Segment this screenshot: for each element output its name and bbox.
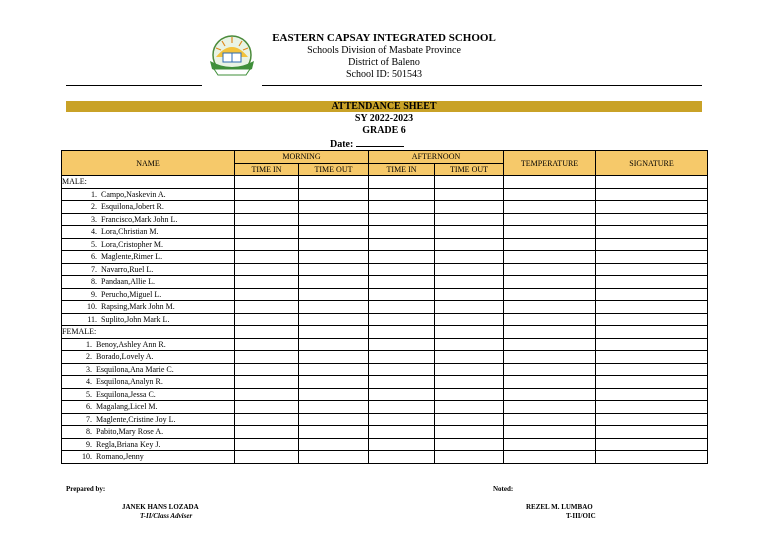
student-number: 7. [86, 414, 92, 424]
female-student-temperature-cell[interactable] [504, 413, 596, 426]
student-number: 10. [87, 302, 97, 312]
female-student-signature-cell[interactable] [596, 388, 708, 401]
col-name: NAME [62, 151, 235, 176]
student-number: 5. [91, 239, 97, 249]
student-number: 2. [91, 202, 97, 212]
male-student-afternoon-time-in-cell[interactable] [369, 226, 435, 239]
female-section-signature-cell[interactable] [596, 326, 708, 339]
student-name: Pandaan,Allie L. [101, 277, 155, 287]
male-section-temperature-cell[interactable] [504, 176, 596, 189]
female-student-morning-time-in-cell[interactable] [235, 351, 299, 364]
male-student-afternoon-time-out-cell[interactable] [435, 213, 504, 226]
female-student-morning-time-in-cell[interactable] [235, 438, 299, 451]
student-number: 3. [91, 214, 97, 224]
male-student-morning-time-in-cell[interactable] [235, 263, 299, 276]
female-student-morning-time-out-cell[interactable] [299, 363, 369, 376]
student-name: Regla,Briana Key J. [96, 439, 161, 449]
student-number: 5. [86, 389, 92, 399]
male-student-signature-cell[interactable] [596, 263, 708, 276]
head-name: REZEL M. LUMBAO [526, 503, 593, 511]
student-name: Maglente,Cristine Joy L. [96, 414, 176, 424]
female-student-morning-time-in-cell[interactable] [235, 413, 299, 426]
female-student-afternoon-time-out-cell[interactable] [435, 338, 504, 351]
col-afternoon-time-out: TIME OUT [435, 163, 504, 176]
noted-label: Noted: [493, 485, 514, 493]
female-section-morning-time-out-cell[interactable] [299, 326, 369, 339]
student-name-cell [62, 188, 235, 201]
adviser-role: T-II/Class Adviser [140, 512, 193, 520]
student-name: Francisco,Mark John L. [101, 214, 178, 224]
student-number: 4. [91, 227, 97, 237]
male-student-temperature-cell[interactable] [504, 188, 596, 201]
col-temperature: TEMPERATURE [504, 151, 596, 176]
student-number: 4. [86, 377, 92, 387]
female-student-morning-time-in-cell[interactable] [235, 426, 299, 439]
male-section-afternoon-time-out-cell[interactable] [435, 176, 504, 189]
prepared-by-label: Prepared by: [66, 485, 106, 493]
table-row [62, 288, 708, 301]
female-student-morning-time-in-cell[interactable] [235, 363, 299, 376]
female-student-temperature-cell[interactable] [504, 451, 596, 464]
female-student-temperature-cell[interactable] [504, 388, 596, 401]
female-student-morning-time-in-cell[interactable] [235, 401, 299, 414]
adviser-name: JANEK HANS LOZADA [122, 503, 199, 511]
female-student-morning-time-in-cell[interactable] [235, 451, 299, 464]
table-row [62, 388, 708, 401]
female-student-morning-time-out-cell[interactable] [299, 438, 369, 451]
student-name-cell [62, 213, 235, 226]
male-student-morning-time-in-cell[interactable] [235, 238, 299, 251]
student-number: 8. [86, 427, 92, 437]
female-section-label: FEMALE: [62, 326, 235, 339]
student-name-cell [62, 451, 235, 464]
male-student-afternoon-time-in-cell[interactable] [369, 188, 435, 201]
student-name-cell [62, 351, 235, 364]
male-student-afternoon-time-out-cell[interactable] [435, 251, 504, 264]
student-name-cell [62, 238, 235, 251]
student-name-cell [62, 226, 235, 239]
date-blank-field[interactable] [356, 138, 404, 147]
female-student-morning-time-out-cell[interactable] [299, 426, 369, 439]
table-row [62, 351, 708, 364]
school-year: SY 2022-2023 [354, 113, 414, 124]
col-morning-time-out: TIME OUT [299, 163, 369, 176]
female-student-signature-cell[interactable] [596, 376, 708, 389]
male-student-morning-time-out-cell[interactable] [299, 188, 369, 201]
female-student-temperature-cell[interactable] [504, 426, 596, 439]
male-student-signature-cell[interactable] [596, 288, 708, 301]
col-morning-time-in: TIME IN [235, 163, 299, 176]
female-student-afternoon-time-out-cell[interactable] [435, 376, 504, 389]
female-student-morning-time-out-cell[interactable] [299, 376, 369, 389]
male-section-label: MALE: [62, 176, 235, 189]
student-name-cell [62, 438, 235, 451]
female-student-afternoon-time-out-cell[interactable] [435, 413, 504, 426]
female-section-afternoon-time-out-cell[interactable] [435, 326, 504, 339]
male-student-signature-cell[interactable] [596, 251, 708, 264]
attendance-table [61, 150, 708, 464]
male-section-afternoon-time-in-cell[interactable] [369, 176, 435, 189]
student-number: 10. [82, 452, 92, 462]
male-student-afternoon-time-in-cell[interactable] [369, 313, 435, 326]
student-name: Lora,Cristopher M. [101, 239, 163, 249]
female-student-afternoon-time-in-cell[interactable] [369, 413, 435, 426]
male-student-morning-time-out-cell[interactable] [299, 313, 369, 326]
student-name: Suplito,John Mark L. [101, 314, 170, 324]
male-student-afternoon-time-out-cell[interactable] [435, 276, 504, 289]
student-name: Romano,Jenny [96, 452, 144, 462]
male-section-row [62, 176, 708, 189]
female-student-morning-time-out-cell[interactable] [299, 413, 369, 426]
male-student-signature-cell[interactable] [596, 213, 708, 226]
student-name-cell [62, 288, 235, 301]
student-number: 6. [91, 252, 97, 262]
female-student-morning-time-out-cell[interactable] [299, 451, 369, 464]
student-name-cell [62, 363, 235, 376]
table-row [62, 438, 708, 451]
female-student-afternoon-time-out-cell[interactable] [435, 351, 504, 364]
male-student-morning-time-out-cell[interactable] [299, 288, 369, 301]
table-row [62, 263, 708, 276]
head-role: T-III/OIC [566, 512, 596, 520]
female-student-afternoon-time-in-cell[interactable] [369, 438, 435, 451]
male-student-temperature-cell[interactable] [504, 263, 596, 276]
table-row [62, 213, 708, 226]
female-student-afternoon-time-out-cell[interactable] [435, 438, 504, 451]
student-number: 9. [91, 289, 97, 299]
female-student-signature-cell[interactable] [596, 338, 708, 351]
female-student-morning-time-out-cell[interactable] [299, 351, 369, 364]
student-number: 2. [86, 352, 92, 362]
student-name-cell [62, 201, 235, 214]
table-row [62, 201, 708, 214]
student-number: 1. [91, 189, 97, 199]
table-row [62, 301, 708, 314]
student-name-cell [62, 313, 235, 326]
female-student-afternoon-time-in-cell[interactable] [369, 401, 435, 414]
male-student-temperature-cell[interactable] [504, 213, 596, 226]
male-student-temperature-cell[interactable] [504, 251, 596, 264]
female-student-afternoon-time-in-cell[interactable] [369, 451, 435, 464]
male-student-temperature-cell[interactable] [504, 313, 596, 326]
table-row [62, 338, 708, 351]
male-student-signature-cell[interactable] [596, 313, 708, 326]
female-student-signature-cell[interactable] [596, 363, 708, 376]
table-row [62, 188, 708, 201]
table-row [62, 238, 708, 251]
student-name: Lora,Christian M. [101, 227, 159, 237]
female-student-temperature-cell[interactable] [504, 338, 596, 351]
female-student-morning-time-in-cell[interactable] [235, 388, 299, 401]
female-student-temperature-cell[interactable] [504, 401, 596, 414]
male-student-morning-time-in-cell[interactable] [235, 201, 299, 214]
female-student-afternoon-time-out-cell[interactable] [435, 401, 504, 414]
male-student-afternoon-time-in-cell[interactable] [369, 213, 435, 226]
male-student-morning-time-in-cell[interactable] [235, 301, 299, 314]
male-student-temperature-cell[interactable] [504, 238, 596, 251]
male-student-afternoon-time-in-cell[interactable] [369, 301, 435, 314]
school-logo [206, 31, 258, 83]
male-student-morning-time-in-cell[interactable] [235, 288, 299, 301]
student-name: Esquilona,Jobert R. [101, 202, 164, 212]
female-student-temperature-cell[interactable] [504, 438, 596, 451]
female-student-signature-cell[interactable] [596, 351, 708, 364]
student-name-cell [62, 263, 235, 276]
female-student-morning-time-out-cell[interactable] [299, 338, 369, 351]
male-section-morning-time-out-cell[interactable] [299, 176, 369, 189]
female-section-morning-time-in-cell[interactable] [235, 326, 299, 339]
male-student-morning-time-out-cell[interactable] [299, 276, 369, 289]
student-name-cell [62, 376, 235, 389]
female-student-morning-time-in-cell[interactable] [235, 376, 299, 389]
female-student-signature-cell[interactable] [596, 438, 708, 451]
student-name: Magalang,Licel M. [96, 402, 158, 412]
male-student-afternoon-time-in-cell[interactable] [369, 263, 435, 276]
female-section-row [62, 326, 708, 339]
male-student-signature-cell[interactable] [596, 238, 708, 251]
male-student-afternoon-time-out-cell[interactable] [435, 263, 504, 276]
student-number: 7. [91, 264, 97, 274]
male-student-signature-cell[interactable] [596, 276, 708, 289]
student-number: 11. [87, 314, 97, 324]
male-student-temperature-cell[interactable] [504, 288, 596, 301]
table-row [62, 363, 708, 376]
student-number: 6. [86, 402, 92, 412]
student-name: Benoy,Ashley Ann R. [96, 339, 166, 349]
male-student-temperature-cell[interactable] [504, 201, 596, 214]
male-student-afternoon-time-out-cell[interactable] [435, 288, 504, 301]
female-student-afternoon-time-in-cell[interactable] [369, 363, 435, 376]
male-student-temperature-cell[interactable] [504, 301, 596, 314]
school-name: EASTERN CAPSAY INTEGRATED SCHOOL [272, 32, 496, 44]
sheet-title: ATTENDANCE SHEET [331, 101, 437, 112]
male-student-morning-time-in-cell[interactable] [235, 226, 299, 239]
female-student-temperature-cell[interactable] [504, 351, 596, 364]
student-number: 8. [91, 277, 97, 287]
table-row [62, 413, 708, 426]
male-student-morning-time-out-cell[interactable] [299, 201, 369, 214]
male-student-morning-time-out-cell[interactable] [299, 213, 369, 226]
female-section-afternoon-time-in-cell[interactable] [369, 326, 435, 339]
student-name: Perucho,Miguel L. [101, 289, 162, 299]
male-student-morning-time-in-cell[interactable] [235, 276, 299, 289]
male-student-morning-time-in-cell[interactable] [235, 188, 299, 201]
student-name-cell [62, 426, 235, 439]
male-student-afternoon-time-in-cell[interactable] [369, 238, 435, 251]
header-rule-right [262, 85, 702, 86]
school-district: District of Baleno [348, 57, 420, 68]
male-student-afternoon-time-in-cell[interactable] [369, 276, 435, 289]
female-student-temperature-cell[interactable] [504, 376, 596, 389]
student-number: 9. [86, 439, 92, 449]
female-student-afternoon-time-out-cell[interactable] [435, 426, 504, 439]
col-signature: SIGNATURE [596, 151, 708, 176]
female-student-morning-time-out-cell[interactable] [299, 388, 369, 401]
male-student-afternoon-time-out-cell[interactable] [435, 313, 504, 326]
female-student-afternoon-time-in-cell[interactable] [369, 376, 435, 389]
female-student-signature-cell[interactable] [596, 426, 708, 439]
student-name-cell [62, 301, 235, 314]
student-name-cell [62, 251, 235, 264]
male-student-afternoon-time-out-cell[interactable] [435, 301, 504, 314]
female-student-morning-time-out-cell[interactable] [299, 401, 369, 414]
table-row [62, 426, 708, 439]
male-student-morning-time-out-cell[interactable] [299, 263, 369, 276]
student-name: Esquilona,Ana Marie C. [96, 364, 174, 374]
student-name-cell [62, 413, 235, 426]
male-student-morning-time-out-cell[interactable] [299, 251, 369, 264]
male-student-morning-time-out-cell[interactable] [299, 301, 369, 314]
student-name: Borado,Lovely A. [96, 352, 154, 362]
female-student-afternoon-time-out-cell[interactable] [435, 451, 504, 464]
female-student-afternoon-time-in-cell[interactable] [369, 388, 435, 401]
table-row [62, 451, 708, 464]
student-name: Maglente,Rimer L. [101, 252, 163, 262]
male-student-temperature-cell[interactable] [504, 226, 596, 239]
date-line [330, 138, 450, 150]
female-student-signature-cell[interactable] [596, 413, 708, 426]
female-section-temperature-cell[interactable] [504, 326, 596, 339]
male-student-signature-cell[interactable] [596, 226, 708, 239]
male-student-afternoon-time-in-cell[interactable] [369, 201, 435, 214]
student-name: Esquilona,Jessa C. [96, 389, 156, 399]
col-afternoon-time-in: TIME IN [369, 163, 435, 176]
male-student-afternoon-time-out-cell[interactable] [435, 238, 504, 251]
female-student-signature-cell[interactable] [596, 401, 708, 414]
table-row [62, 276, 708, 289]
student-name-cell [62, 338, 235, 351]
student-name: Campo,Naskevin A. [101, 189, 166, 199]
attendance-body [62, 176, 708, 464]
male-student-signature-cell[interactable] [596, 301, 708, 314]
school-division: Schools Division of Masbate Province [307, 45, 461, 56]
male-student-afternoon-time-out-cell[interactable] [435, 188, 504, 201]
header-rule-left [66, 85, 202, 86]
table-row [62, 251, 708, 264]
male-student-afternoon-time-out-cell[interactable] [435, 226, 504, 239]
female-student-morning-time-in-cell[interactable] [235, 338, 299, 351]
female-student-afternoon-time-out-cell[interactable] [435, 388, 504, 401]
male-student-temperature-cell[interactable] [504, 276, 596, 289]
table-row [62, 401, 708, 414]
male-student-morning-time-out-cell[interactable] [299, 238, 369, 251]
male-section-morning-time-in-cell[interactable] [235, 176, 299, 189]
col-afternoon: AFTERNOON [369, 151, 504, 164]
student-name: Esquilona,Analyn R. [96, 377, 163, 387]
student-name-cell [62, 401, 235, 414]
student-name: Rapsing,Mark John M. [101, 302, 175, 312]
student-name: Pabito,Mary Rose A. [96, 427, 164, 437]
male-student-signature-cell[interactable] [596, 201, 708, 214]
male-student-afternoon-time-in-cell[interactable] [369, 251, 435, 264]
student-name-cell [62, 276, 235, 289]
male-student-afternoon-time-in-cell[interactable] [369, 288, 435, 301]
male-student-morning-time-out-cell[interactable] [299, 226, 369, 239]
table-row [62, 313, 708, 326]
school-id: School ID: 501543 [345, 69, 423, 80]
female-student-afternoon-time-out-cell[interactable] [435, 363, 504, 376]
male-student-signature-cell[interactable] [596, 188, 708, 201]
male-student-morning-time-in-cell[interactable] [235, 251, 299, 264]
col-morning: MORNING [235, 151, 369, 164]
student-number: 3. [86, 364, 92, 374]
student-name-cell [62, 388, 235, 401]
table-row [62, 376, 708, 389]
student-number: 1. [86, 339, 92, 349]
female-student-signature-cell[interactable] [596, 451, 708, 464]
male-student-morning-time-in-cell[interactable] [235, 313, 299, 326]
table-row [62, 226, 708, 239]
male-student-afternoon-time-out-cell[interactable] [435, 201, 504, 214]
male-student-morning-time-in-cell[interactable] [235, 213, 299, 226]
female-student-afternoon-time-in-cell[interactable] [369, 351, 435, 364]
male-section-signature-cell[interactable] [596, 176, 708, 189]
grade-level: GRADE 6 [362, 125, 406, 136]
female-student-afternoon-time-in-cell[interactable] [369, 338, 435, 351]
student-name: Navarro,Ruel L. [101, 264, 154, 274]
female-student-afternoon-time-in-cell[interactable] [369, 426, 435, 439]
female-student-temperature-cell[interactable] [504, 363, 596, 376]
date-label: Date: [330, 139, 354, 150]
